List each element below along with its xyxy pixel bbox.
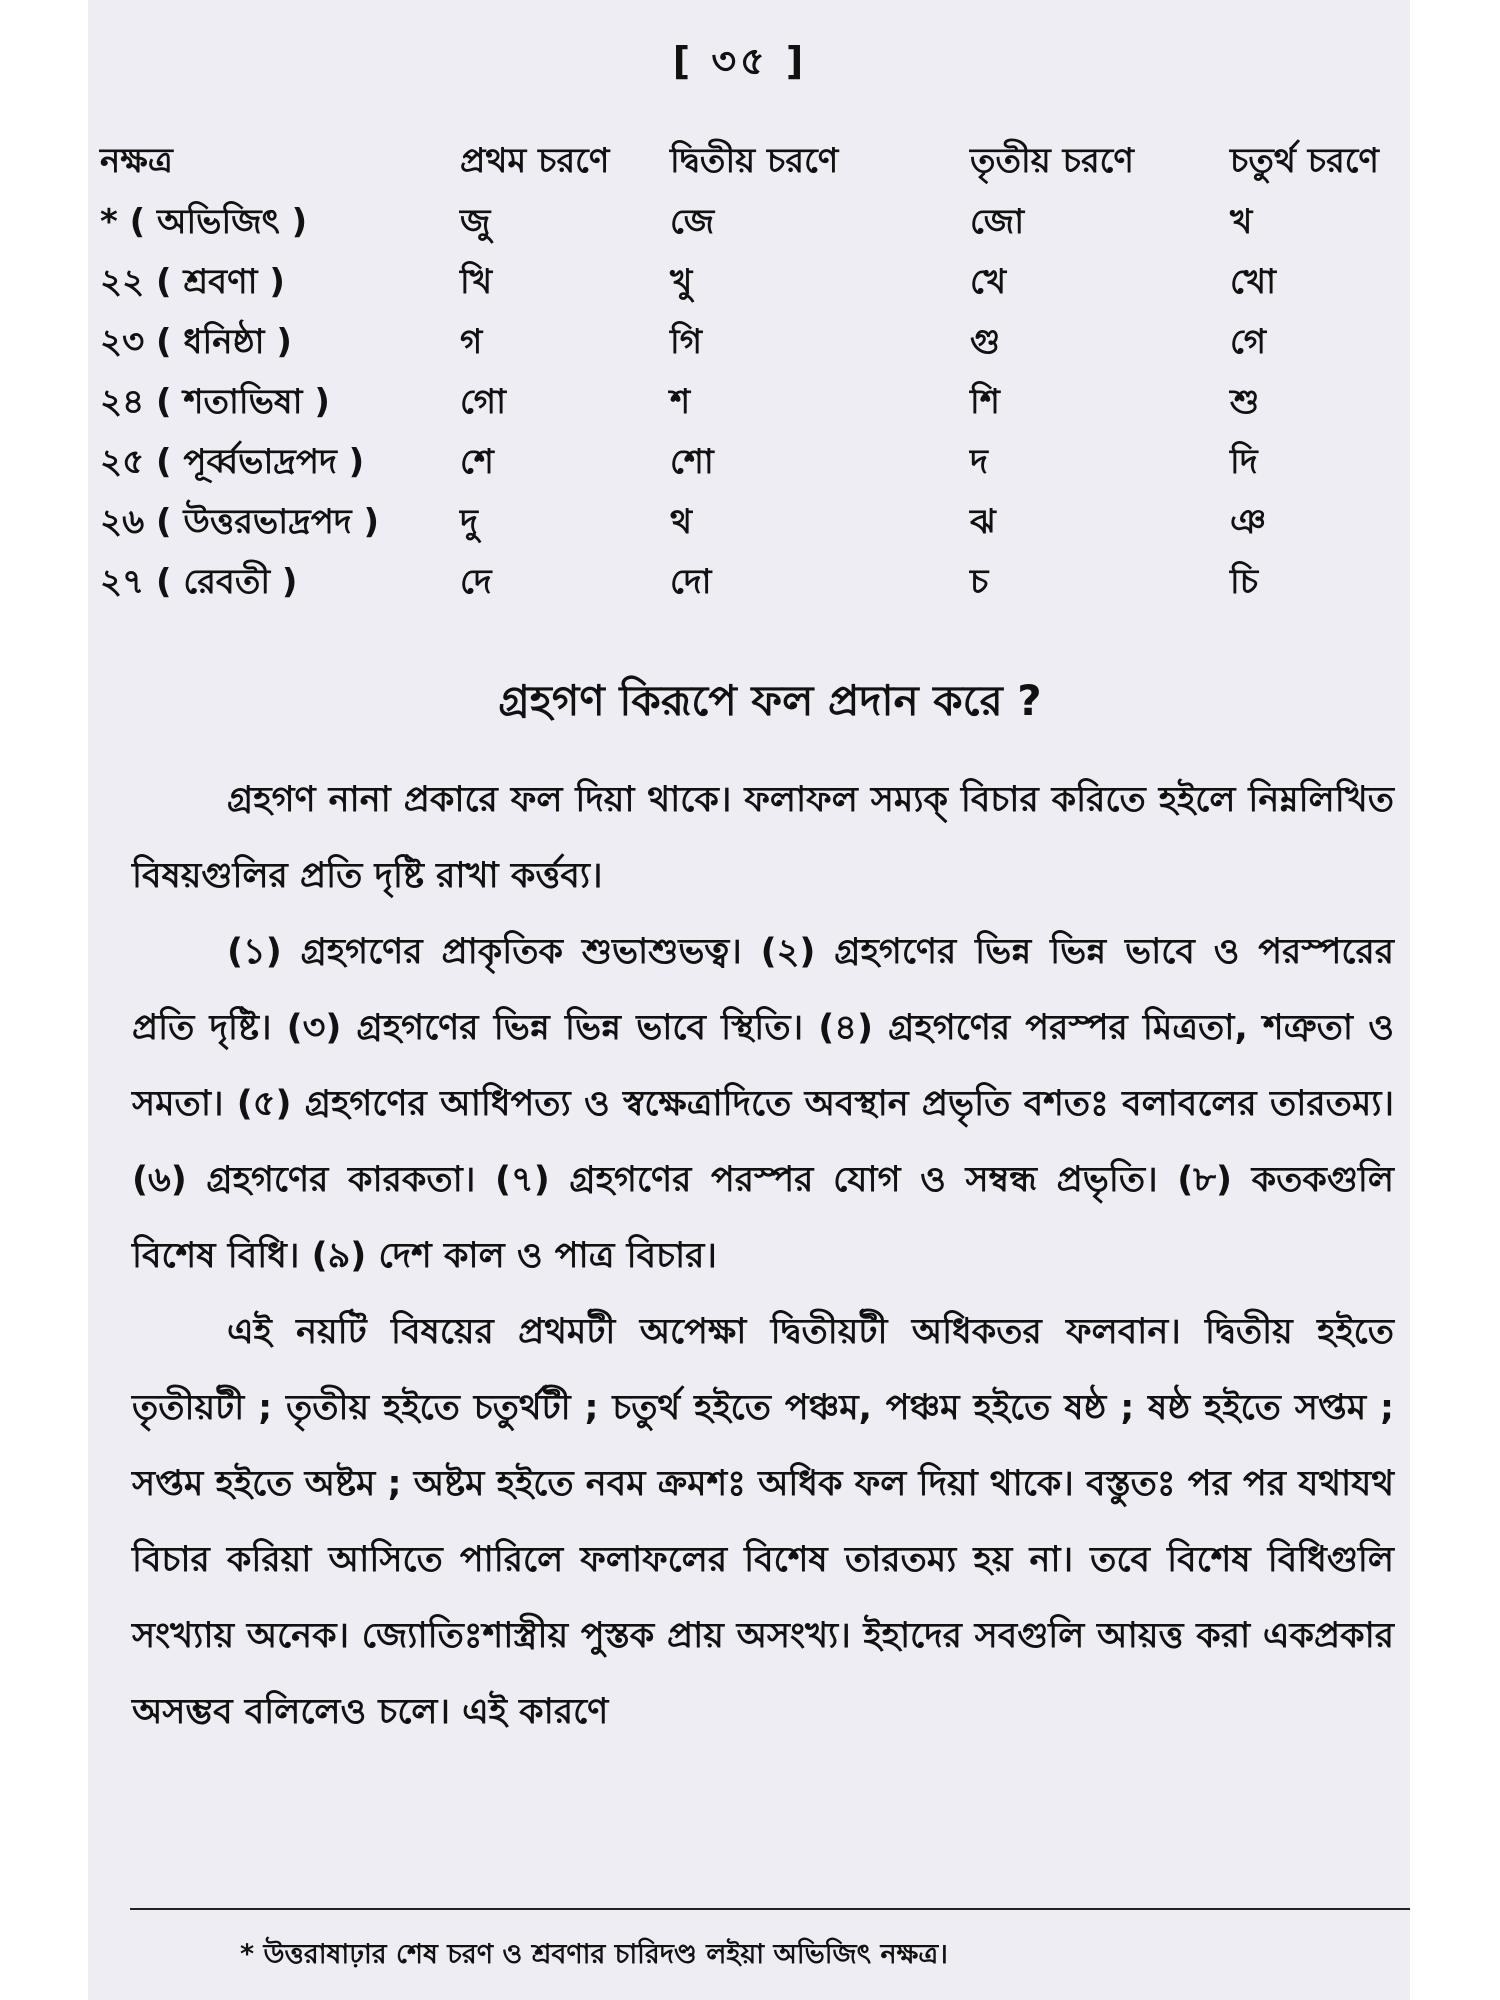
cell-pada: খে	[970, 261, 1007, 302]
cell-pada: থ	[670, 501, 693, 542]
cell-nakshatra: ২৭ ( রেবতী )	[100, 561, 298, 602]
cell-pada: ঝ	[970, 501, 996, 542]
cell-nakshatra: ২২ ( শ্রবণা )	[100, 261, 285, 302]
page-number: [ ৩৫ ]	[672, 39, 808, 83]
table-header-row	[100, 132, 1390, 194]
table-row	[100, 314, 1390, 374]
cell-nakshatra: * ( অভিজিৎ )	[100, 201, 308, 242]
header-first-pada: প্রথম চরণে	[460, 140, 610, 181]
cell-pada: শু	[1230, 381, 1260, 422]
table-row	[100, 554, 1390, 614]
cell-pada: গু	[970, 321, 1001, 362]
cell-pada: দো	[670, 561, 712, 602]
cell-pada: গি	[670, 321, 703, 362]
cell-pada: শি	[970, 381, 1000, 422]
footnote: * উত্তরাষাঢ়ার শেষ চরণ ও শ্রবণার চারিদণ্ড লইয়া অভিজিৎ নক্ষত্র।	[240, 1939, 948, 1970]
cell-nakshatra: ২৬ ( উত্তরভাদ্রপদ )	[100, 501, 380, 542]
cell-pada: দে	[460, 561, 492, 602]
cell-nakshatra: ২৫ ( পূর্ব্বভাদ্রপদ )	[100, 441, 365, 482]
cell-pada: খি	[460, 261, 493, 302]
table-row	[100, 194, 1390, 254]
table-row	[100, 254, 1390, 314]
cell-pada: শ	[670, 381, 691, 422]
header-third-pada: তৃতীয় চরণে	[970, 140, 1134, 181]
header-second-pada: দ্বিতীয় চরণে	[670, 140, 839, 181]
table-row	[100, 434, 1390, 494]
header-nakshatra: নক্ষত্র	[100, 140, 173, 181]
cell-pada: চ	[970, 561, 989, 602]
cell-pada: ঞ	[1230, 501, 1266, 542]
cell-pada: খো	[1230, 261, 1276, 302]
cell-pada: দি	[1230, 441, 1258, 482]
cell-pada: খ	[1230, 201, 1253, 242]
paragraph: (১) গ্রহগণের প্রাকৃতিক শুভাশুভত্ব। (২) গ্রহগণের ভিন্ন ভিন্ন ভাবে ও পরস্পরের প্রতি দৃষ্টি। (৩) গ্রহগণের ভিন্ন ভিন্ন ভাবে স্থিতি। (৪) গ্রহগণের পরস্পর মিত্রতা, শত্রুতা ও সমতা। (৫) গ্রহগণের আধিপত্য ও স্বক্ষেত্রাদিতে অবস্থান প্রভৃতি বশতঃ বলাবলের তারতম্য। (৬) গ্রহগণের কারকতা। (৭) গ্রহগণের পরস্পর যোগ ও সম্বন্ধ প্রভৃতি। (৮) কতকগুলি বিশেষ বিধি। (৯) দেশ কাল ও পাত্র বিচার।	[132, 932, 1394, 1276]
cell-pada: জু	[460, 201, 491, 242]
cell-pada: গ	[460, 321, 483, 362]
body-text	[132, 762, 1394, 1750]
cell-pada: গো	[460, 381, 506, 422]
cell-nakshatra: ২৩ ( ধনিষ্ঠা )	[100, 321, 292, 362]
cell-pada: জে	[670, 201, 715, 242]
table-row	[100, 494, 1390, 554]
cell-pada: শো	[670, 441, 714, 482]
cell-pada: শে	[460, 441, 494, 482]
header-fourth-pada: চতুর্থ চরণে	[1230, 140, 1379, 181]
cell-pada: জো	[970, 201, 1025, 242]
cell-pada: চি	[1230, 561, 1259, 602]
cell-pada: গে	[1230, 321, 1267, 362]
section-heading: গ্রহগণ কিরূপে ফল প্রদান করে ?	[498, 676, 1042, 725]
cell-pada: খু	[670, 261, 693, 302]
table-row	[100, 374, 1390, 434]
paragraph: এই নয়টি বিষয়ের প্রথমটী অপেক্ষা দ্বিতীয়টী অধিকতর ফলবান। দ্বিতীয় হইতে তৃতীয়টী ; তৃতীয় হইতে চতুর্থটী ; চতুর্থ হইতে পঞ্চম, পঞ্চম হইতে ষষ্ঠ ; ষষ্ঠ হইতে সপ্তম ; সপ্তম হইতে অষ্টম ; অষ্টম হইতে নবম ক্রমশঃ অধিক ফল দিয়া থাকে। বস্তুতঃ পর পর যথাযথ বিচার করিয়া আসিতে পারিলে ফলাফলের বিশেষ তারতম্য হয় না। তবে বিশেষ বিধিগুলি সংখ্যায় অনেক। জ্যোতিঃশাস্ত্রীয় পুস্তক প্রায় অসংখ্য। ইহাদের সবগুলি আয়ত্ত করা একপ্রকার অসম্ভব বলিলেও চলে। এই কারণে	[132, 1312, 1394, 1732]
paragraph: গ্রহগণ নানা প্রকারে ফল দিয়া থাকে। ফলাফল সম্যক্ বিচার করিতে হইলে নিম্নলিখিত বিষয়গুলির প্রতি দৃষ্টি রাখা কর্ত্তব্য।	[132, 780, 1394, 896]
cell-nakshatra: ২৪ ( শতাভিষা )	[100, 381, 330, 422]
nakshatra-table	[100, 132, 1390, 614]
footnote-divider	[130, 1908, 1410, 1910]
cell-pada: দ	[970, 441, 988, 482]
cell-pada: দু	[460, 501, 478, 542]
